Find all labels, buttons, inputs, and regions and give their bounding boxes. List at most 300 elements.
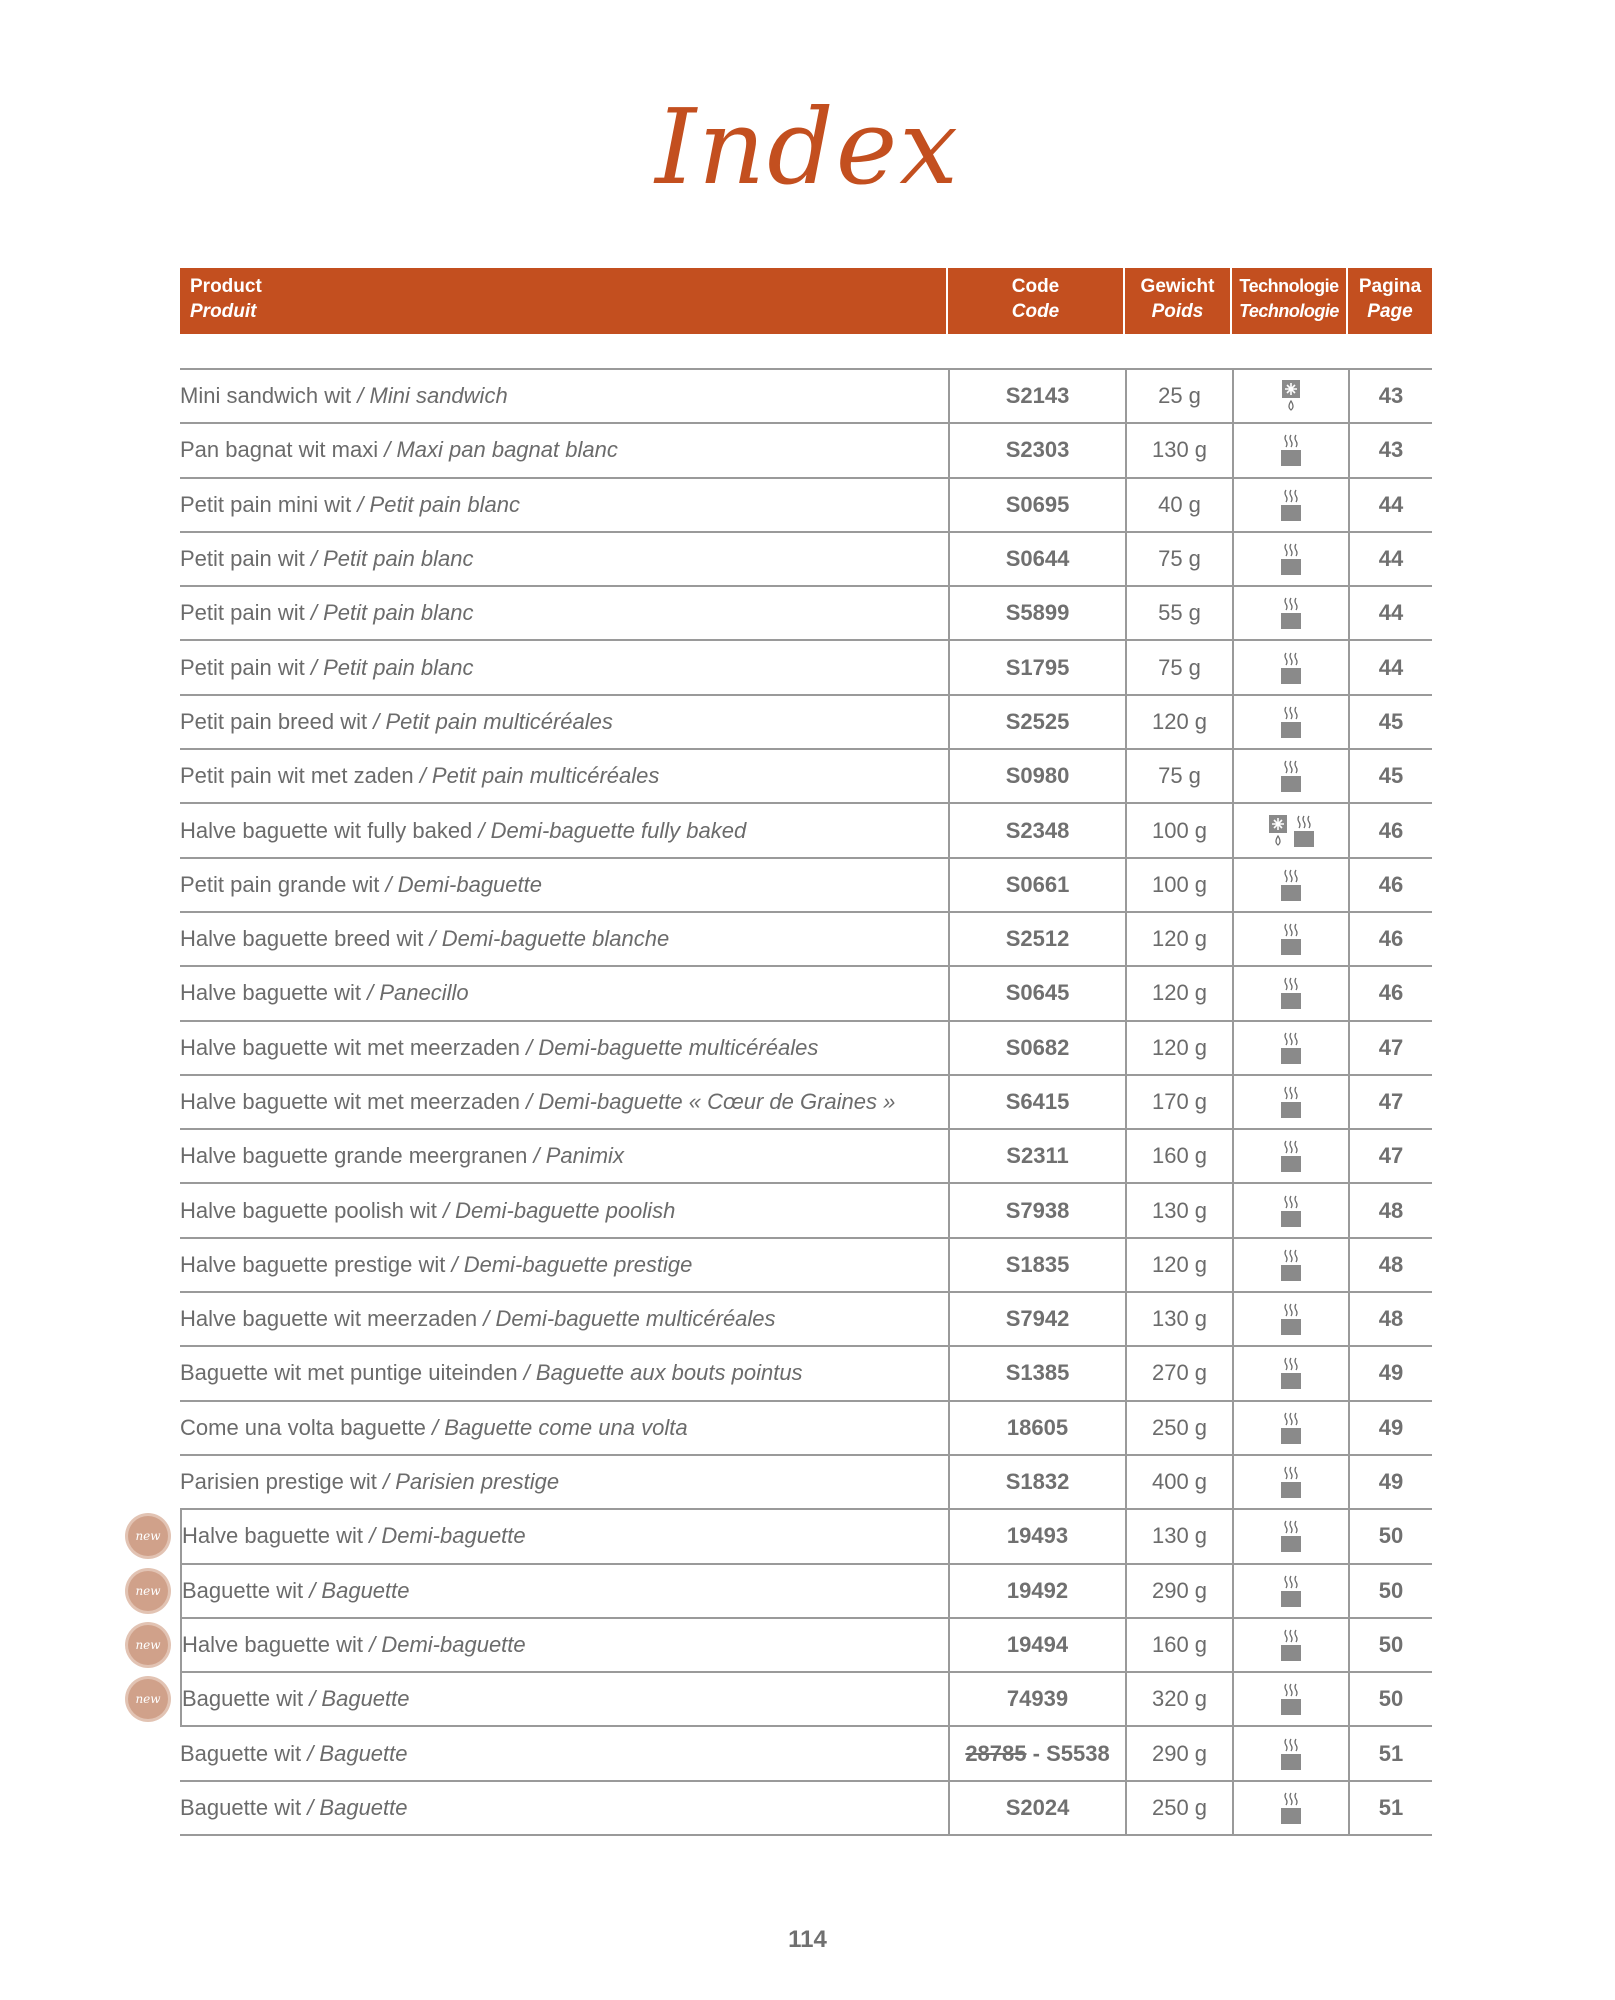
product-separator: /: [527, 1143, 546, 1169]
weight-cell: [1125, 804, 1232, 856]
product-separator: /: [351, 491, 370, 517]
product-code: S1832: [1005, 1469, 1070, 1495]
bake-off-icon: [1280, 1519, 1302, 1553]
product-name-nl: Halve baguette wit met meerzaden: [180, 1034, 520, 1060]
bake-off-icon: [1280, 1302, 1302, 1336]
product-separator: /: [519, 1034, 539, 1060]
page-cell: [1348, 1456, 1432, 1508]
product-separator: /: [378, 437, 397, 463]
page-ref: 51: [1378, 1794, 1404, 1820]
code-cell: [948, 1239, 1125, 1291]
code-cell: [948, 967, 1125, 1019]
header-product: [180, 268, 948, 334]
product-name-fr: Baguette: [321, 1577, 410, 1603]
table-row: [180, 859, 1432, 913]
page-ref: 44: [1378, 546, 1404, 572]
weight-value: 55 g: [1158, 600, 1201, 626]
product-name-fr: Demi-baguette « Cœur de Graines »: [538, 1089, 896, 1114]
table-row: [180, 1076, 1432, 1130]
new-badge: new: [128, 1516, 168, 1556]
page-ref: 45: [1378, 708, 1404, 734]
product-code: S2143: [1005, 383, 1070, 409]
product-code: S2311: [1006, 1143, 1069, 1169]
product-name-nl: Baguette wit met puntige uiteinden: [180, 1360, 518, 1386]
code-cell: [948, 1727, 1125, 1779]
new-badge: new: [128, 1625, 168, 1665]
weight-cell: [1125, 1239, 1232, 1291]
weight-cell: [1125, 533, 1232, 585]
product-name-fr: Panimix: [545, 1143, 624, 1169]
product-name-fr: Baguette: [319, 1740, 408, 1766]
code-cell: [948, 1293, 1125, 1345]
product-name-fr: Petit pain multicéréales: [385, 708, 613, 734]
product-code: S0661: [1005, 871, 1070, 897]
weight-value: 75 g: [1158, 654, 1201, 680]
product-name-fr: Baguette come una volta: [444, 1414, 688, 1440]
product-separator: /: [423, 926, 442, 952]
bake-off-icon: [1280, 1737, 1302, 1771]
new-badge: new: [128, 1571, 168, 1611]
weight-value: 270 g: [1151, 1360, 1208, 1386]
table-row: [180, 967, 1432, 1021]
product-name-nl: Petit pain mini wit: [180, 491, 352, 517]
product-cell: [180, 1402, 948, 1454]
page-ref: 46: [1378, 980, 1404, 1006]
bake-off-icon: [1280, 488, 1302, 522]
product-cell: [180, 1022, 948, 1074]
page-cell: [1348, 370, 1432, 422]
weight-cell: [1125, 370, 1232, 422]
code-cell: [948, 1347, 1125, 1399]
code-cell: [948, 1565, 1125, 1617]
page-ref: 49: [1378, 1360, 1404, 1386]
page-cell: [1348, 1347, 1432, 1399]
code-cell: [948, 641, 1125, 693]
weight-cell: [1125, 1565, 1232, 1617]
product-cell: [180, 641, 948, 693]
product-cell: [180, 1727, 948, 1779]
page-cell: [1348, 1239, 1432, 1291]
page-ref: 47: [1378, 1089, 1404, 1114]
technology-cell: [1232, 1076, 1348, 1128]
table-row: [180, 587, 1432, 641]
weight-cell: [1125, 967, 1232, 1019]
product-separator: /: [379, 871, 398, 897]
product-code: S0682: [1005, 1034, 1070, 1060]
table-row: [180, 1782, 1432, 1836]
page-ref: 46: [1378, 926, 1404, 952]
page-cell: [1348, 1673, 1432, 1725]
code-cell: [948, 1076, 1125, 1128]
product-name-fr: Petit pain blanc: [323, 654, 474, 680]
weight-value: 160 g: [1151, 1143, 1208, 1169]
product-cell: [180, 587, 948, 639]
page-cell: [1348, 1293, 1432, 1345]
weight-cell: [1125, 1402, 1232, 1454]
header-weight: [1125, 268, 1232, 334]
table-row: [180, 1293, 1432, 1347]
product-code: S1385: [1005, 1360, 1070, 1386]
header-page-fr: Page: [1367, 301, 1413, 322]
product-separator: /: [413, 763, 432, 789]
product-separator: /: [361, 980, 380, 1006]
tech-icons: [1267, 814, 1315, 848]
bake-off-icon: [1280, 1248, 1302, 1282]
weight-value: 320 g: [1151, 1686, 1208, 1712]
technology-cell: [1232, 641, 1348, 693]
weight-value: 75 g: [1158, 763, 1201, 789]
product-name-fr: Demi-baguette: [381, 1631, 526, 1657]
bake-off-icon: [1280, 922, 1302, 956]
table-row: [180, 1022, 1432, 1076]
product-cell: [180, 1184, 948, 1236]
table-row: [180, 1239, 1432, 1293]
product-cell: [180, 1510, 948, 1562]
page-number: 114: [788, 1926, 827, 1953]
page-cell: [1348, 696, 1432, 748]
product-cell: [180, 913, 948, 965]
technology-cell: [1232, 1782, 1348, 1834]
technology-cell: [1232, 1293, 1348, 1345]
product-code: S2024: [1005, 1794, 1070, 1820]
weight-cell: [1125, 587, 1232, 639]
product-name-fr: Baguette aux bouts pointus: [535, 1360, 803, 1386]
header-code-fr: Code: [1011, 301, 1060, 322]
page-ref: 50: [1378, 1523, 1404, 1549]
weight-value: 170 g: [1151, 1089, 1208, 1114]
table-header: [180, 268, 1432, 334]
product-cell: [180, 533, 948, 585]
technology-cell: [1232, 1456, 1348, 1508]
weight-value: 250 g: [1151, 1794, 1208, 1820]
weight-value: 120 g: [1151, 1251, 1208, 1277]
product-name-fr: Demi-baguette: [381, 1523, 526, 1549]
product-name-nl: Halve baguette breed wit: [180, 926, 424, 952]
page-cell: [1348, 967, 1432, 1019]
product-code: 19494: [1006, 1631, 1069, 1657]
page-cell: [1348, 587, 1432, 639]
code-cell: [948, 587, 1125, 639]
weight-cell: [1125, 1130, 1232, 1182]
product-code: S5538: [1046, 1740, 1110, 1766]
product-code: S6415: [1005, 1089, 1070, 1114]
product-code: S0644: [1005, 546, 1070, 572]
page-ref: 50: [1378, 1577, 1404, 1603]
technology-cell: [1232, 533, 1348, 585]
weight-value: 400 g: [1151, 1469, 1208, 1495]
weight-cell: [1125, 1347, 1232, 1399]
code-separator: -: [1026, 1740, 1047, 1766]
page-cell: [1348, 1184, 1432, 1236]
product-name-fr: Petit pain blanc: [323, 600, 474, 626]
bake-off-icon: [1280, 976, 1302, 1010]
product-code: S0980: [1005, 763, 1070, 789]
code-cell: [948, 750, 1125, 802]
technology-cell: [1232, 1022, 1348, 1074]
weight-cell: [1125, 1022, 1232, 1074]
bake-off-icon: [1280, 651, 1302, 685]
header-weight-fr: Poids: [1151, 301, 1204, 322]
weight-value: 130 g: [1151, 437, 1208, 463]
table-row: [180, 750, 1432, 804]
product-name-nl: Petit pain wit met zaden: [180, 763, 414, 789]
table-row: [180, 1402, 1432, 1456]
product-separator: /: [301, 1794, 320, 1820]
weight-cell: [1125, 1456, 1232, 1508]
product-separator: /: [304, 654, 324, 680]
page-cell: [1348, 533, 1432, 585]
product-code: S0695: [1005, 491, 1070, 517]
page-cell: [1348, 1076, 1432, 1128]
code-cell: [948, 370, 1125, 422]
product-separator: /: [477, 1306, 496, 1332]
page-ref: 46: [1378, 871, 1404, 897]
product-code: S7942: [1005, 1306, 1070, 1332]
technology-cell: [1232, 479, 1348, 531]
code-cell: [948, 1022, 1125, 1074]
page-cell: [1348, 750, 1432, 802]
product-separator: /: [376, 1469, 396, 1495]
product-code: S0645: [1005, 980, 1070, 1006]
product-name-fr: Mini sandwich: [369, 383, 508, 409]
header-product-nl: Product: [190, 276, 262, 297]
product-name-nl: Halve baguette wit: [182, 1631, 363, 1657]
product-code: 74939: [1006, 1686, 1069, 1712]
product-cell: [180, 1239, 948, 1291]
product-name-nl: Petit pain grande wit: [180, 871, 380, 897]
technology-cell: [1232, 1239, 1348, 1291]
product-name-fr: Demi-baguette prestige: [463, 1251, 693, 1277]
page-ref: 44: [1378, 491, 1404, 517]
product-name-fr: Panecillo: [379, 980, 469, 1006]
page-ref: 50: [1378, 1631, 1404, 1657]
bake-off-icon: [1280, 1791, 1302, 1825]
page-ref: 47: [1378, 1034, 1404, 1060]
product-name-fr: Petit pain multicéréales: [431, 763, 660, 789]
page-ref: 48: [1378, 1251, 1404, 1277]
code-cell: [948, 424, 1125, 476]
weight-cell: [1125, 1619, 1232, 1671]
page-ref: 51: [1378, 1740, 1404, 1766]
technology-cell: [1232, 370, 1348, 422]
table-row: [180, 1184, 1432, 1238]
page-ref: 50: [1378, 1686, 1404, 1712]
product-name-nl: Petit pain wit: [180, 654, 305, 680]
product-separator: /: [304, 600, 324, 626]
product-separator: /: [519, 1089, 539, 1114]
page-cell: [1348, 1727, 1432, 1779]
page-ref: 43: [1378, 437, 1404, 463]
product-name-nl: Baguette wit: [182, 1686, 304, 1712]
bake-off-icon: [1280, 868, 1302, 902]
technology-cell: [1232, 1510, 1348, 1562]
bake-off-icon: [1280, 759, 1302, 793]
product-name-fr: Demi-baguette poolish: [455, 1197, 676, 1223]
page-ref: 46: [1378, 817, 1404, 843]
technology-cell: [1232, 1184, 1348, 1236]
product-cell: [180, 967, 948, 1019]
product-cell: [180, 1456, 948, 1508]
product-separator: /: [436, 1197, 456, 1223]
technology-cell: [1232, 1347, 1348, 1399]
product-name-nl: Halve baguette poolish wit: [180, 1197, 437, 1223]
product-name-nl: Petit pain breed wit: [180, 708, 368, 734]
product-code: S1835: [1005, 1251, 1070, 1277]
product-cell: [180, 1076, 948, 1128]
page-title: Index: [655, 86, 960, 208]
header-tech-nl: Technologie: [1239, 276, 1339, 296]
page-cell: [1348, 1619, 1432, 1671]
code-cell: [948, 1510, 1125, 1562]
code-cell: [948, 804, 1125, 856]
index-table: [135, 268, 1432, 1836]
product-name-nl: Halve baguette grande meergranen: [180, 1143, 528, 1169]
technology-cell: [1232, 1727, 1348, 1779]
technology-cell: [1232, 696, 1348, 748]
product-name-nl: Baguette wit: [182, 1577, 304, 1603]
product-separator: /: [517, 1360, 536, 1386]
header-code: [948, 268, 1125, 334]
weight-cell: [1125, 859, 1232, 911]
product-name-fr: Demi-baguette: [397, 871, 542, 897]
product-name-nl: Petit pain wit: [180, 600, 305, 626]
product-name-fr: Petit pain blanc: [323, 546, 474, 572]
technology-cell: [1232, 804, 1348, 856]
bake-off-icon: [1280, 705, 1302, 739]
weight-value: 290 g: [1151, 1740, 1208, 1766]
table-row: [135, 1673, 1432, 1727]
page-cell: [1348, 641, 1432, 693]
technology-cell: [1232, 1673, 1348, 1725]
weight-value: 130 g: [1151, 1523, 1208, 1549]
weight-value: 40 g: [1158, 491, 1201, 517]
page-cell: [1348, 1510, 1432, 1562]
product-name-nl: Halve baguette prestige wit: [180, 1251, 446, 1277]
weight-value: 100 g: [1151, 817, 1208, 843]
code-cell: [948, 859, 1125, 911]
page-ref: 48: [1378, 1197, 1404, 1223]
page-cell: [1348, 1130, 1432, 1182]
bake-off-icon: [1280, 1574, 1302, 1608]
product-name-nl: Halve baguette wit: [182, 1523, 363, 1549]
product-name-nl: Baguette wit: [180, 1740, 302, 1766]
product-name-fr: Baguette: [319, 1794, 408, 1820]
product-code: S7938: [1005, 1197, 1070, 1223]
header-technology: [1232, 268, 1348, 334]
code-cell: [948, 1782, 1125, 1834]
bake-off-icon: [1280, 1411, 1302, 1445]
code-cell: [948, 1673, 1125, 1725]
table-row: [135, 1510, 1432, 1564]
header-weight-nl: Gewicht: [1140, 276, 1215, 297]
code-cell: [948, 479, 1125, 531]
weight-value: 120 g: [1151, 1034, 1208, 1060]
weight-cell: [1125, 1510, 1232, 1562]
bake-off-icon: [1280, 433, 1302, 467]
technology-cell: [1232, 1619, 1348, 1671]
product-cell: [180, 1347, 948, 1399]
product-name-nl: Pan bagnat wit maxi: [180, 437, 379, 463]
product-separator: /: [303, 1686, 322, 1712]
weight-cell: [1125, 1727, 1232, 1779]
product-code: 19493: [1006, 1523, 1069, 1549]
product-name-nl: Come una volta baguette: [180, 1414, 426, 1440]
product-separator: /: [301, 1740, 320, 1766]
page-cell: [1348, 1782, 1432, 1834]
weight-value: 290 g: [1151, 1577, 1208, 1603]
table-row: [180, 533, 1432, 587]
code-cell: [948, 1130, 1125, 1182]
product-name-fr: Maxi pan bagnat blanc: [396, 437, 618, 463]
technology-cell: [1232, 587, 1348, 639]
product-cell: [180, 1673, 948, 1725]
page-cell: [1348, 859, 1432, 911]
header-tech-fr: Technologie: [1239, 301, 1339, 321]
bake-off-icon: [1280, 1085, 1302, 1119]
frozen-icon: [1267, 814, 1289, 848]
table-row: [180, 1456, 1432, 1510]
page-cell: [1348, 424, 1432, 476]
page-cell: [1348, 1022, 1432, 1074]
product-separator: /: [363, 1523, 382, 1549]
bake-off-icon: [1280, 1139, 1302, 1173]
frozen-icon: [1280, 379, 1302, 413]
weight-cell: [1125, 913, 1232, 965]
code-cell: [948, 1619, 1125, 1671]
table-row: [135, 1619, 1432, 1673]
header-page: [1348, 268, 1432, 334]
page-cell: [1348, 479, 1432, 531]
code-cell: [948, 913, 1125, 965]
technology-cell: [1232, 424, 1348, 476]
product-code: S2512: [1005, 926, 1070, 952]
product-cell: [180, 1782, 948, 1834]
product-cell: [180, 1130, 948, 1182]
product-separator: /: [367, 708, 386, 734]
weight-cell: [1125, 1293, 1232, 1345]
product-separator: /: [472, 817, 491, 843]
product-code: 18605: [1006, 1414, 1069, 1440]
weight-value: 160 g: [1151, 1631, 1208, 1657]
product-cell: [180, 859, 948, 911]
product-cell: [180, 479, 948, 531]
product-name-fr: Parisien prestige: [395, 1469, 560, 1495]
page-ref: 47: [1378, 1143, 1404, 1169]
weight-cell: [1125, 1076, 1232, 1128]
table-body: [135, 368, 1432, 1836]
product-cell: [180, 804, 948, 856]
page-ref: 49: [1378, 1469, 1404, 1495]
weight-value: 250 g: [1151, 1414, 1208, 1440]
product-separator: /: [445, 1251, 464, 1277]
weight-cell: [1125, 479, 1232, 531]
bake-off-icon: [1293, 814, 1315, 848]
page-cell: [1348, 1565, 1432, 1617]
product-name-fr: Demi-baguette multicéréales: [538, 1034, 819, 1060]
new-badge: new: [128, 1679, 168, 1719]
page-ref: 44: [1378, 600, 1404, 626]
weight-cell: [1125, 424, 1232, 476]
product-separator: /: [363, 1631, 382, 1657]
technology-cell: [1232, 913, 1348, 965]
product-name-fr: Demi-baguette fully baked: [490, 817, 747, 843]
table-row: [180, 696, 1432, 750]
product-name-nl: Halve baguette wit meerzaden: [180, 1306, 478, 1332]
product-name-nl: Halve baguette wit: [180, 980, 361, 1006]
page-ref: 43: [1378, 383, 1404, 409]
product-cell: [180, 1293, 948, 1345]
product-name-fr: Baguette: [321, 1686, 410, 1712]
